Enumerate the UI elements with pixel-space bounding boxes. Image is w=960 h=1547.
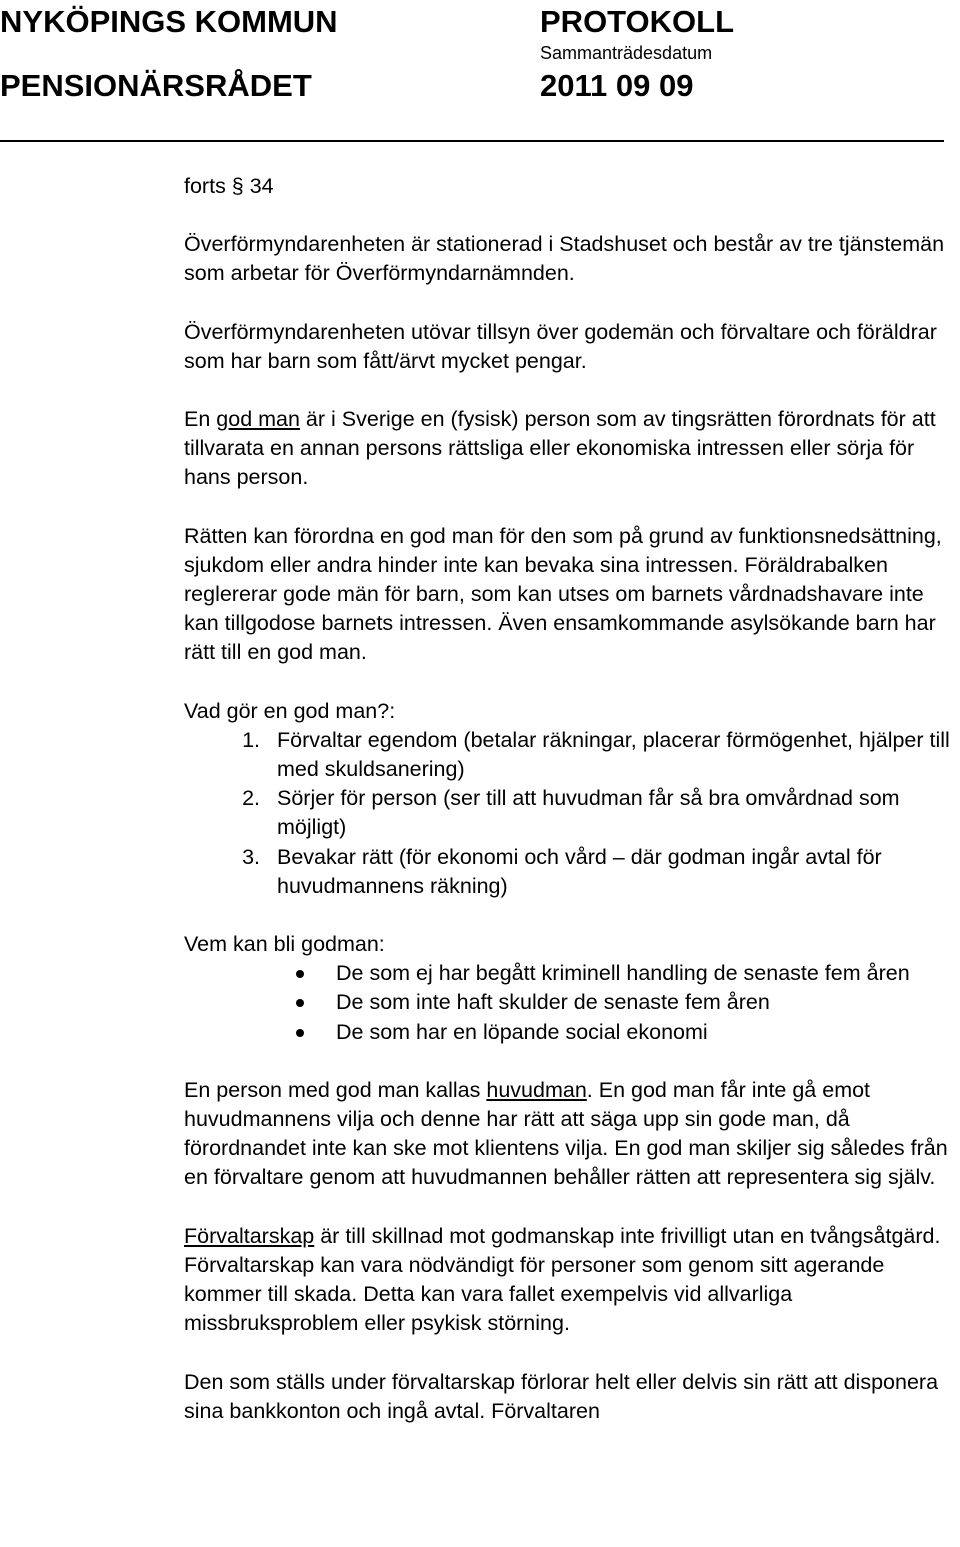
paragraph-4: Rätten kan förordna en god man för den som på grund av funktionsnedsättning, sjukdom eller andra hinder inte kan bevaka sina intressen. Föräldrabalken reglererar gode män för barn, som kan utses om barnets vårdnadshavare inte kan tillgodose barnets intressen. Även ensamkommande asylsökande barn har rätt till en god man. <box>184 523 942 665</box>
list-item <box>184 959 960 988</box>
header-divider <box>0 140 944 142</box>
list-item <box>184 843 960 901</box>
numbered-list <box>184 726 960 901</box>
bullet-icon <box>296 1029 304 1037</box>
list-text: Sörjer för person (ser till att huvudman får så bra omvårdnad som möjligt) <box>277 786 900 840</box>
list-text: De som inte haft skulder de senaste fem åren <box>336 990 770 1015</box>
doc-type: PROTOKOLL <box>540 4 735 39</box>
paragraph-1: Överförmyndarenheten är stationerad i Stadshuset och består av tre tjänstemän som arbetar för Överförmyndarnämnden. <box>184 232 945 286</box>
list-text: Bevakar rätt (för ekonomi och vård – där godman ingår avtal för huvudmannens räkning) <box>277 844 882 898</box>
list2-title: Vem kan bli godman: <box>184 932 385 957</box>
list-number: 2. <box>242 786 260 811</box>
date-label: Sammanträdesdatum <box>540 43 713 63</box>
list-text: De som ej har begått kriminell handling de senaste fem åren <box>336 961 910 986</box>
paragraph-7: Den som ställs under förvaltarskap förlorar helt eller delvis sin rätt att disponera sina bankkonton och ingå avtal. Förvaltaren <box>184 1369 939 1423</box>
meeting-date: 2011 09 09 <box>540 68 694 103</box>
list-number: 3. <box>242 844 260 869</box>
bullet-icon <box>296 970 304 978</box>
bullet-list <box>184 959 960 1047</box>
term-god-man: god man <box>216 407 300 432</box>
p3-post: är i Sverige en (fysisk) person som av tingsrätten förordnats för att tillvarata en annan persons rättsliga eller ekonomiska intressen eller sörja för hans person. <box>184 407 936 490</box>
list-text: De som har en löpande social ekonomi <box>336 1019 708 1044</box>
term-forvaltarskap: Förvaltarskap <box>184 1223 315 1248</box>
council-name: PENSIONÄRSRÅDET <box>0 68 312 103</box>
list-item <box>184 1018 960 1047</box>
p6-post: är till skillnad mot godmanskap inte frivilligt utan en tvångsåtgärd. Förvaltarskap kan vara nödvändigt för personer som genom sitt agerande kommer till skada. Detta kan vara fallet exempelvis vid allvarliga missbruksproblem eller psykisk störning. <box>184 1223 941 1336</box>
bullet-icon <box>296 999 304 1007</box>
paragraph-2: Överförmyndarenheten utövar tillsyn över godemän och förvaltare och föräldrar som har barn som fått/ärvt mycket pengar. <box>184 319 937 373</box>
list-item <box>184 784 960 842</box>
term-huvudman: huvudman <box>486 1077 587 1102</box>
list1-title: Vad gör en god man?: <box>184 698 396 723</box>
section-reference: forts § 34 <box>184 174 274 198</box>
paragraph-6 <box>184 1222 960 1339</box>
list-item <box>184 988 960 1017</box>
org-name: NYKÖPINGS KOMMUN <box>0 4 338 39</box>
list-number: 1. <box>242 727 260 752</box>
list-text: Förvaltar egendom (betalar räkningar, placerar förmögenhet, hjälper till med skuldsanering) <box>277 727 950 782</box>
p3-pre: En <box>184 407 217 432</box>
document-body <box>184 172 960 1426</box>
paragraph-5 <box>184 1076 960 1193</box>
p5-pre: En person med god man kallas <box>184 1077 487 1102</box>
paragraph-3 <box>184 405 960 493</box>
list-item <box>184 726 960 784</box>
p5-post: . En god man får inte gå emot huvudmannens vilja och denne har rätt att säga upp sin gode man, då förordnandet inte kan ske mot klientens vilja. En god man skiljer sig således från en förvaltare genom att huvudmannen behåller rätten att representera sig själv. <box>184 1077 948 1190</box>
